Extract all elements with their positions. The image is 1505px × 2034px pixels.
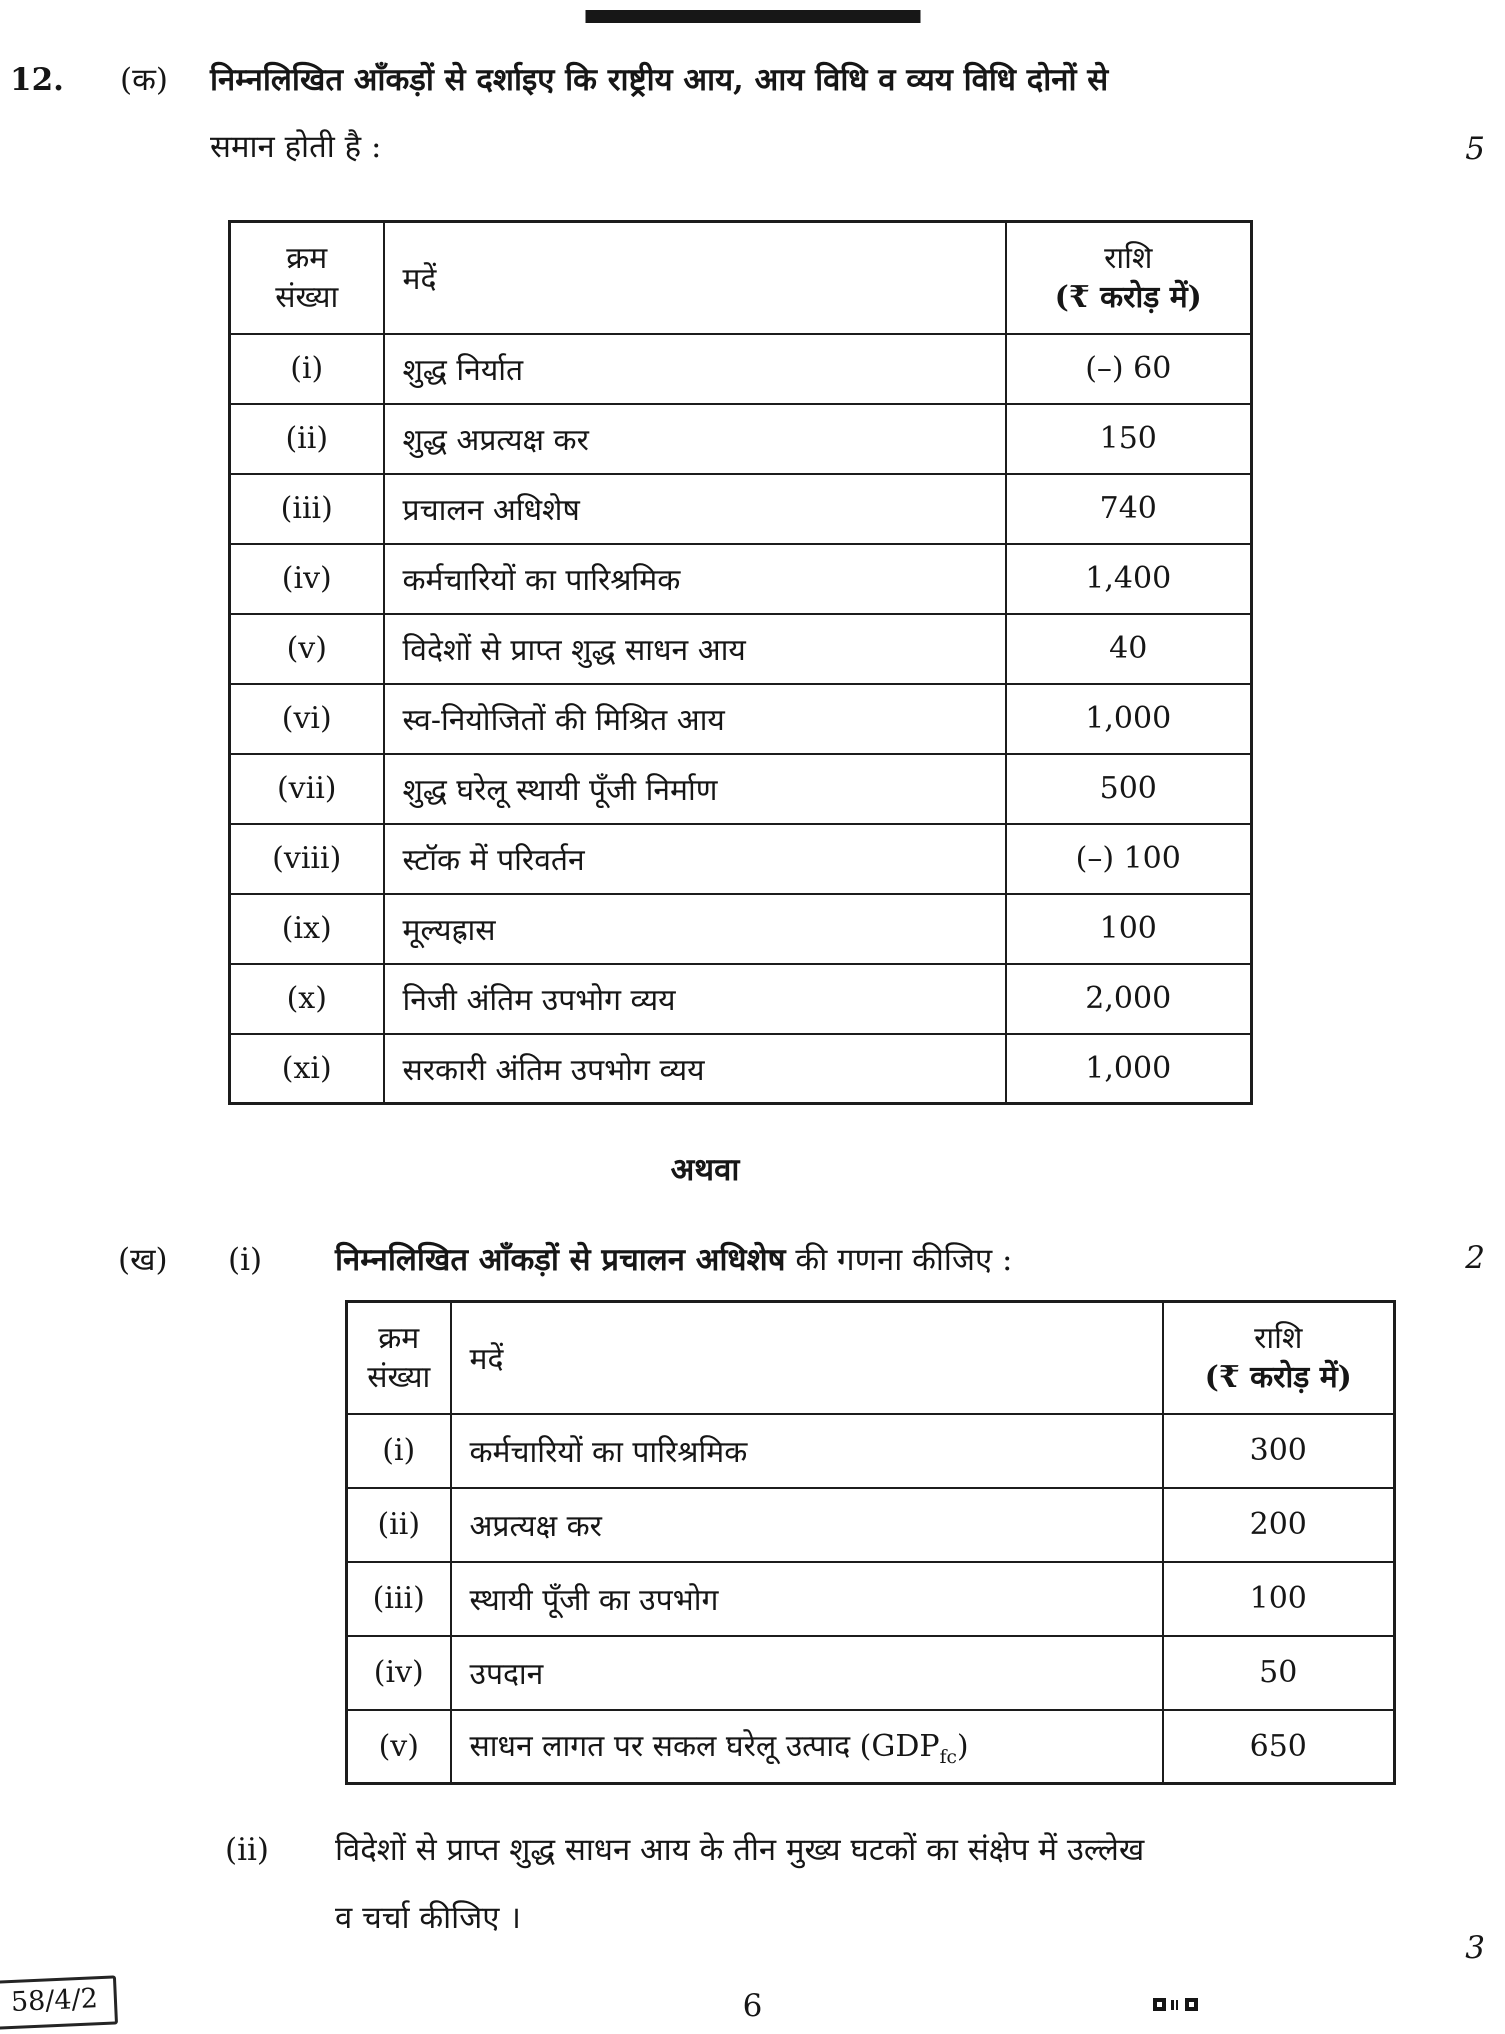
cell-serial: (vii) bbox=[230, 754, 384, 824]
cell-serial: (iii) bbox=[347, 1562, 451, 1636]
cell-amount: (–) 100 bbox=[1006, 824, 1252, 894]
cell-amount: 1,400 bbox=[1006, 544, 1252, 614]
question-b-i-text-rest: की गणना कीजिए : bbox=[785, 1242, 1013, 1278]
cell-item-text: साधन लागत पर सकल घरेलू उत्पाद (GDP bbox=[469, 1729, 940, 1765]
question-b-ii-line1: विदेशों से प्राप्त शुद्ध साधन आय के तीन मुख्य घटकों का संक्षेप में उल्लेख bbox=[335, 1832, 1145, 1868]
part-a-label: (क) bbox=[120, 62, 168, 98]
table-row bbox=[230, 474, 1252, 544]
cell-serial: (vi) bbox=[230, 684, 384, 754]
cell-item-subscript: fc bbox=[939, 1747, 957, 1769]
cell-item: शुद्ध घरेलू स्थायी पूँजी निर्माण bbox=[384, 754, 1006, 824]
cell-serial: (viii) bbox=[230, 824, 384, 894]
cell-item: मूल्यह्रास bbox=[384, 894, 1006, 964]
table-row bbox=[347, 1562, 1395, 1636]
marks-question-b-ii: 3 bbox=[1465, 1930, 1485, 1966]
cell-amount: 2,000 bbox=[1006, 964, 1252, 1034]
question-b-ii-line2: व चर्चा कीजिए । bbox=[335, 1900, 521, 1936]
cell-item: कर्मचारियों का पारिश्रमिक bbox=[384, 544, 1006, 614]
header-amount-line2: (₹ करोड़ में) bbox=[1054, 279, 1202, 315]
cell-item: शुद्ध निर्यात bbox=[384, 334, 1006, 404]
cell-serial: (iii) bbox=[230, 474, 384, 544]
header-serial-line2: संख्या bbox=[367, 1359, 431, 1395]
header-items: मदें bbox=[384, 222, 1006, 334]
cell-amount: 150 bbox=[1006, 404, 1252, 474]
cell-item: सरकारी अंतिम उपभोग व्यय bbox=[384, 1034, 1006, 1104]
table-row bbox=[347, 1636, 1395, 1710]
cell-amount: 1,000 bbox=[1006, 1034, 1252, 1104]
question-number: 12. bbox=[10, 62, 64, 98]
header-serial-number bbox=[347, 1302, 451, 1414]
header-serial-number bbox=[230, 222, 384, 334]
cell-item: शुद्ध अप्रत्यक्ष कर bbox=[384, 404, 1006, 474]
table-header-row bbox=[230, 222, 1252, 334]
header-amount-line2: (₹ करोड़ में) bbox=[1204, 1359, 1352, 1395]
cell-amount: 50 bbox=[1163, 1636, 1395, 1710]
paper-code-box bbox=[0, 1975, 118, 2029]
table-row bbox=[230, 1034, 1252, 1104]
header-amount bbox=[1006, 222, 1252, 334]
table-row bbox=[230, 754, 1252, 824]
cell-item: विदेशों से प्राप्त शुद्ध साधन आय bbox=[384, 614, 1006, 684]
or-divider: अथवा bbox=[670, 1152, 740, 1188]
table-row bbox=[230, 684, 1252, 754]
cell-serial: (ii) bbox=[230, 404, 384, 474]
cell-amount: 300 bbox=[1163, 1414, 1395, 1488]
header-amount-line1: राशि bbox=[1254, 1320, 1303, 1356]
table-row bbox=[230, 544, 1252, 614]
header-amount bbox=[1163, 1302, 1395, 1414]
table-row bbox=[347, 1710, 1395, 1784]
cell-amount: (–) 60 bbox=[1006, 334, 1252, 404]
cell-serial: (ii) bbox=[347, 1488, 451, 1562]
cell-amount: 100 bbox=[1006, 894, 1252, 964]
table-header-row bbox=[347, 1302, 1395, 1414]
part-b-i-label: (i) bbox=[228, 1242, 263, 1278]
cell-amount: 200 bbox=[1163, 1488, 1395, 1562]
cell-amount: 40 bbox=[1006, 614, 1252, 684]
question-a-text-line2: समान होती है : bbox=[210, 129, 382, 165]
cell-serial: (ix) bbox=[230, 894, 384, 964]
table-row bbox=[230, 824, 1252, 894]
cell-item: उपदान bbox=[451, 1636, 1163, 1710]
cell-amount: 650 bbox=[1163, 1710, 1395, 1784]
marks-question-a: 5 bbox=[1465, 131, 1485, 167]
table-row bbox=[230, 614, 1252, 684]
qr-scan-mark-icon bbox=[1152, 1994, 1200, 2024]
table-row bbox=[230, 894, 1252, 964]
cell-item bbox=[451, 1710, 1163, 1784]
cell-amount: 740 bbox=[1006, 474, 1252, 544]
table-row bbox=[230, 404, 1252, 474]
cell-amount: 1,000 bbox=[1006, 684, 1252, 754]
cell-serial: (x) bbox=[230, 964, 384, 1034]
question-b-i-text-bold: निम्नलिखित आँकड़ों से प्रचालन अधिशेष bbox=[335, 1242, 786, 1278]
table-national-income bbox=[228, 220, 1253, 1105]
question-b-i-text bbox=[335, 1240, 1012, 1280]
header-serial-line1: क्रम bbox=[378, 1320, 420, 1356]
header-serial-line2: संख्या bbox=[275, 279, 339, 315]
cell-item: स्टॉक में परिवर्तन bbox=[384, 824, 1006, 894]
question-a-text-line1: निम्नलिखित आँकड़ों से दर्शाइए कि राष्ट्रीय आय, आय विधि व व्यय विधि दोनों से bbox=[210, 62, 1109, 98]
cell-serial: (iv) bbox=[347, 1636, 451, 1710]
cell-serial: (xi) bbox=[230, 1034, 384, 1104]
table-row bbox=[347, 1488, 1395, 1562]
cell-serial: (v) bbox=[347, 1710, 451, 1784]
table-row bbox=[347, 1414, 1395, 1488]
table-row bbox=[230, 964, 1252, 1034]
cell-item: कर्मचारियों का पारिश्रमिक bbox=[451, 1414, 1163, 1488]
header-items: मदें bbox=[451, 1302, 1163, 1414]
header-amount-line1: राशि bbox=[1104, 240, 1153, 276]
cell-serial: (v) bbox=[230, 614, 384, 684]
cell-amount: 500 bbox=[1006, 754, 1252, 824]
part-b-label: (ख) bbox=[118, 1242, 168, 1278]
cell-item: स्व-नियोजितों की मिश्रित आय bbox=[384, 684, 1006, 754]
table-row bbox=[230, 334, 1252, 404]
cell-item: स्थायी पूँजी का उपभोग bbox=[451, 1562, 1163, 1636]
top-rule bbox=[585, 10, 920, 23]
cell-serial: (i) bbox=[347, 1414, 451, 1488]
cell-serial: (iv) bbox=[230, 544, 384, 614]
cell-item: प्रचालन अधिशेष bbox=[384, 474, 1006, 544]
part-b-ii-label: (ii) bbox=[225, 1832, 270, 1868]
marks-question-b-i: 2 bbox=[1465, 1240, 1485, 1276]
cell-item-suffix: ) bbox=[956, 1729, 969, 1765]
cell-serial: (i) bbox=[230, 334, 384, 404]
page-number: 6 bbox=[742, 1988, 763, 2024]
cell-item: निजी अंतिम उपभोग व्यय bbox=[384, 964, 1006, 1034]
header-serial-line1: क्रम bbox=[286, 240, 328, 276]
cell-amount: 100 bbox=[1163, 1562, 1395, 1636]
cell-item: अप्रत्यक्ष कर bbox=[451, 1488, 1163, 1562]
table-operating-surplus bbox=[345, 1300, 1396, 1785]
paper-code: 58/4/2 bbox=[10, 1983, 99, 2018]
